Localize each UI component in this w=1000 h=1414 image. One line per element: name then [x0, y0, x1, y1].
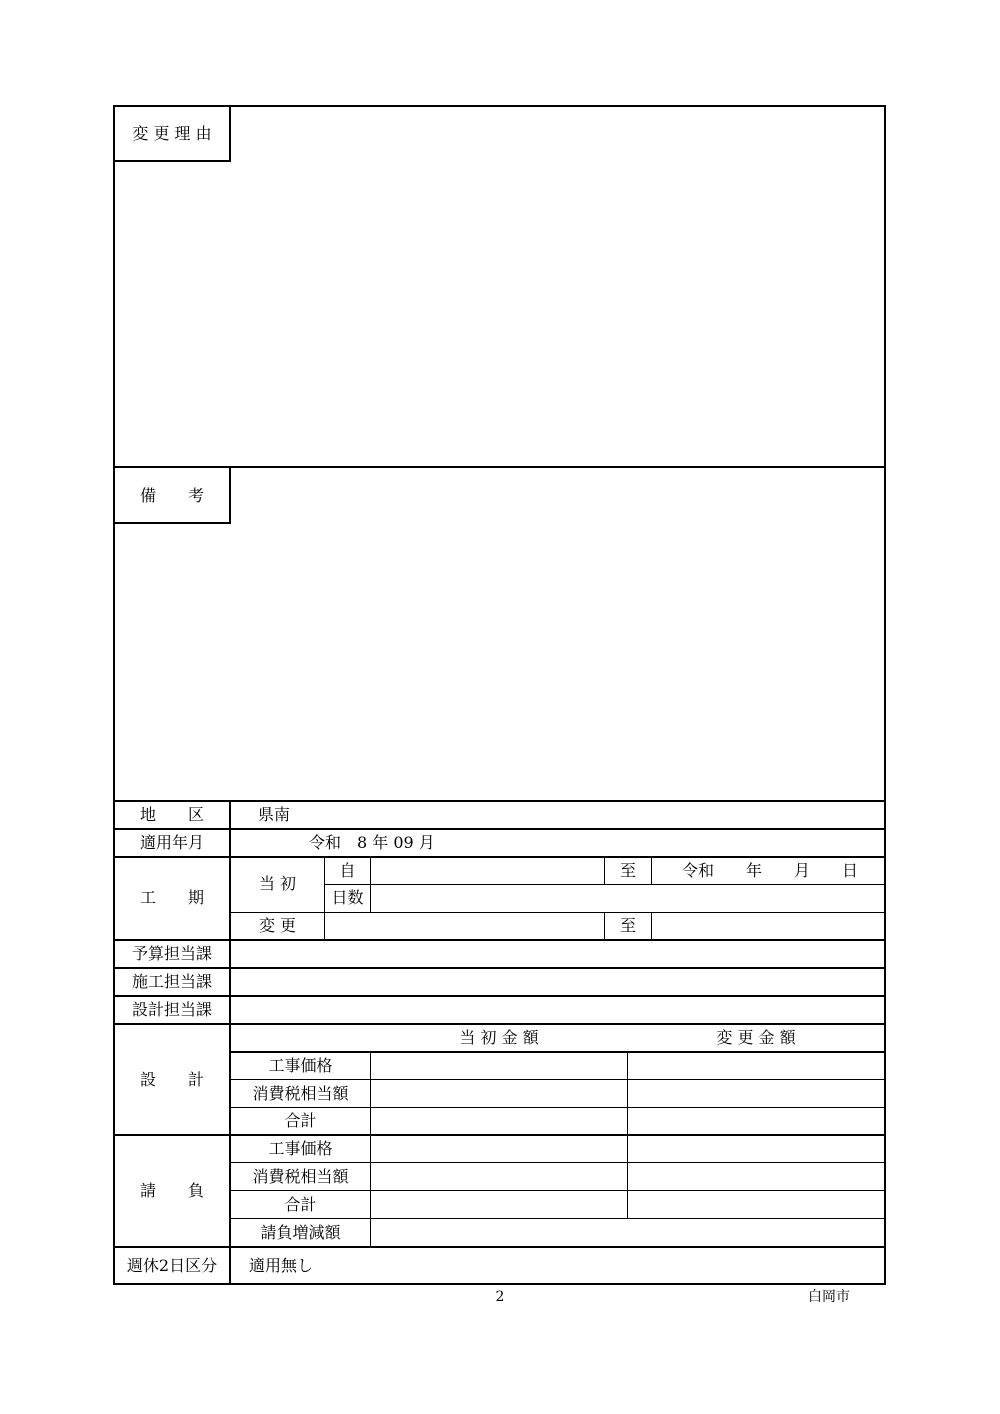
applied-month-value: 令和 8 年 09 月 [309, 833, 435, 852]
footer-city: 白岡市 [808, 1289, 850, 1305]
design-row-label: 工事価格 [268, 1056, 333, 1075]
row-line [231, 1079, 886, 1080]
frame-right [884, 105, 886, 1285]
amount-header-initial: 当 初 金 額 [459, 1028, 539, 1047]
weekly-holiday-value: 適用無し [249, 1256, 314, 1275]
budget-dept-field[interactable] [231, 941, 884, 967]
contract-delta-label: 請負増減額 [260, 1223, 341, 1242]
change-reason-label: 変 更 理 由 [132, 124, 212, 143]
row-line [231, 1218, 886, 1219]
remarks-label-box-bottom [113, 522, 231, 524]
col-line-amount-label [370, 1051, 371, 1247]
contract-row-label: 消費税相当額 [252, 1167, 349, 1186]
period-label: 工 期 [139, 888, 204, 907]
period-change-to-label: 至 [619, 916, 636, 935]
remarks-label: 備 考 [139, 486, 204, 505]
period-from-label: 自 [339, 861, 356, 880]
design-row-label: 消費税相当額 [252, 1084, 349, 1103]
col-line-amount-mid [627, 1051, 628, 1219]
row-line [231, 1107, 886, 1108]
weekly-holiday-label: 週休2日区分 [126, 1256, 218, 1275]
frame-left [113, 105, 115, 1285]
col-line-period-to-right [651, 856, 652, 884]
period-to-value[interactable]: 令和 年 月 日 [682, 861, 859, 880]
period-change-to-field[interactable] [652, 913, 884, 939]
amount-header-changed: 変 更 金 額 [716, 1028, 796, 1047]
period-from-field[interactable] [371, 858, 604, 884]
construction-dept-label: 施工担当課 [131, 972, 212, 991]
applied-month-label: 適用年月 [139, 833, 204, 852]
period-change-from-field[interactable] [325, 913, 604, 939]
change-reason-area[interactable] [231, 107, 884, 466]
row-line [231, 1190, 886, 1191]
district-value: 県南 [258, 805, 291, 824]
construction-dept-field[interactable] [231, 969, 884, 995]
period-to-label: 至 [619, 861, 636, 880]
district-label: 地 区 [139, 805, 204, 824]
period-initial-label: 当 初 [258, 874, 297, 893]
remarks-area[interactable] [231, 468, 884, 800]
design-label: 設 計 [139, 1070, 204, 1089]
design-dept-field[interactable] [231, 997, 884, 1023]
contract-row-label: 合計 [284, 1195, 317, 1214]
budget-dept-label: 予算担当課 [131, 944, 212, 963]
design-row-label: 合計 [284, 1111, 317, 1130]
period-days-field[interactable] [371, 885, 884, 912]
page-number: 2 [495, 1289, 505, 1305]
reason-label-box-bottom [113, 160, 231, 162]
row-line [231, 1162, 886, 1163]
row-line [231, 1051, 886, 1053]
period-change-label: 変 更 [258, 916, 297, 935]
contract-row-label: 工事価格 [268, 1139, 333, 1158]
period-days-label: 日数 [331, 888, 364, 907]
contract-label: 請 負 [139, 1181, 204, 1200]
design-dept-label: 設計担当課 [131, 1000, 212, 1019]
